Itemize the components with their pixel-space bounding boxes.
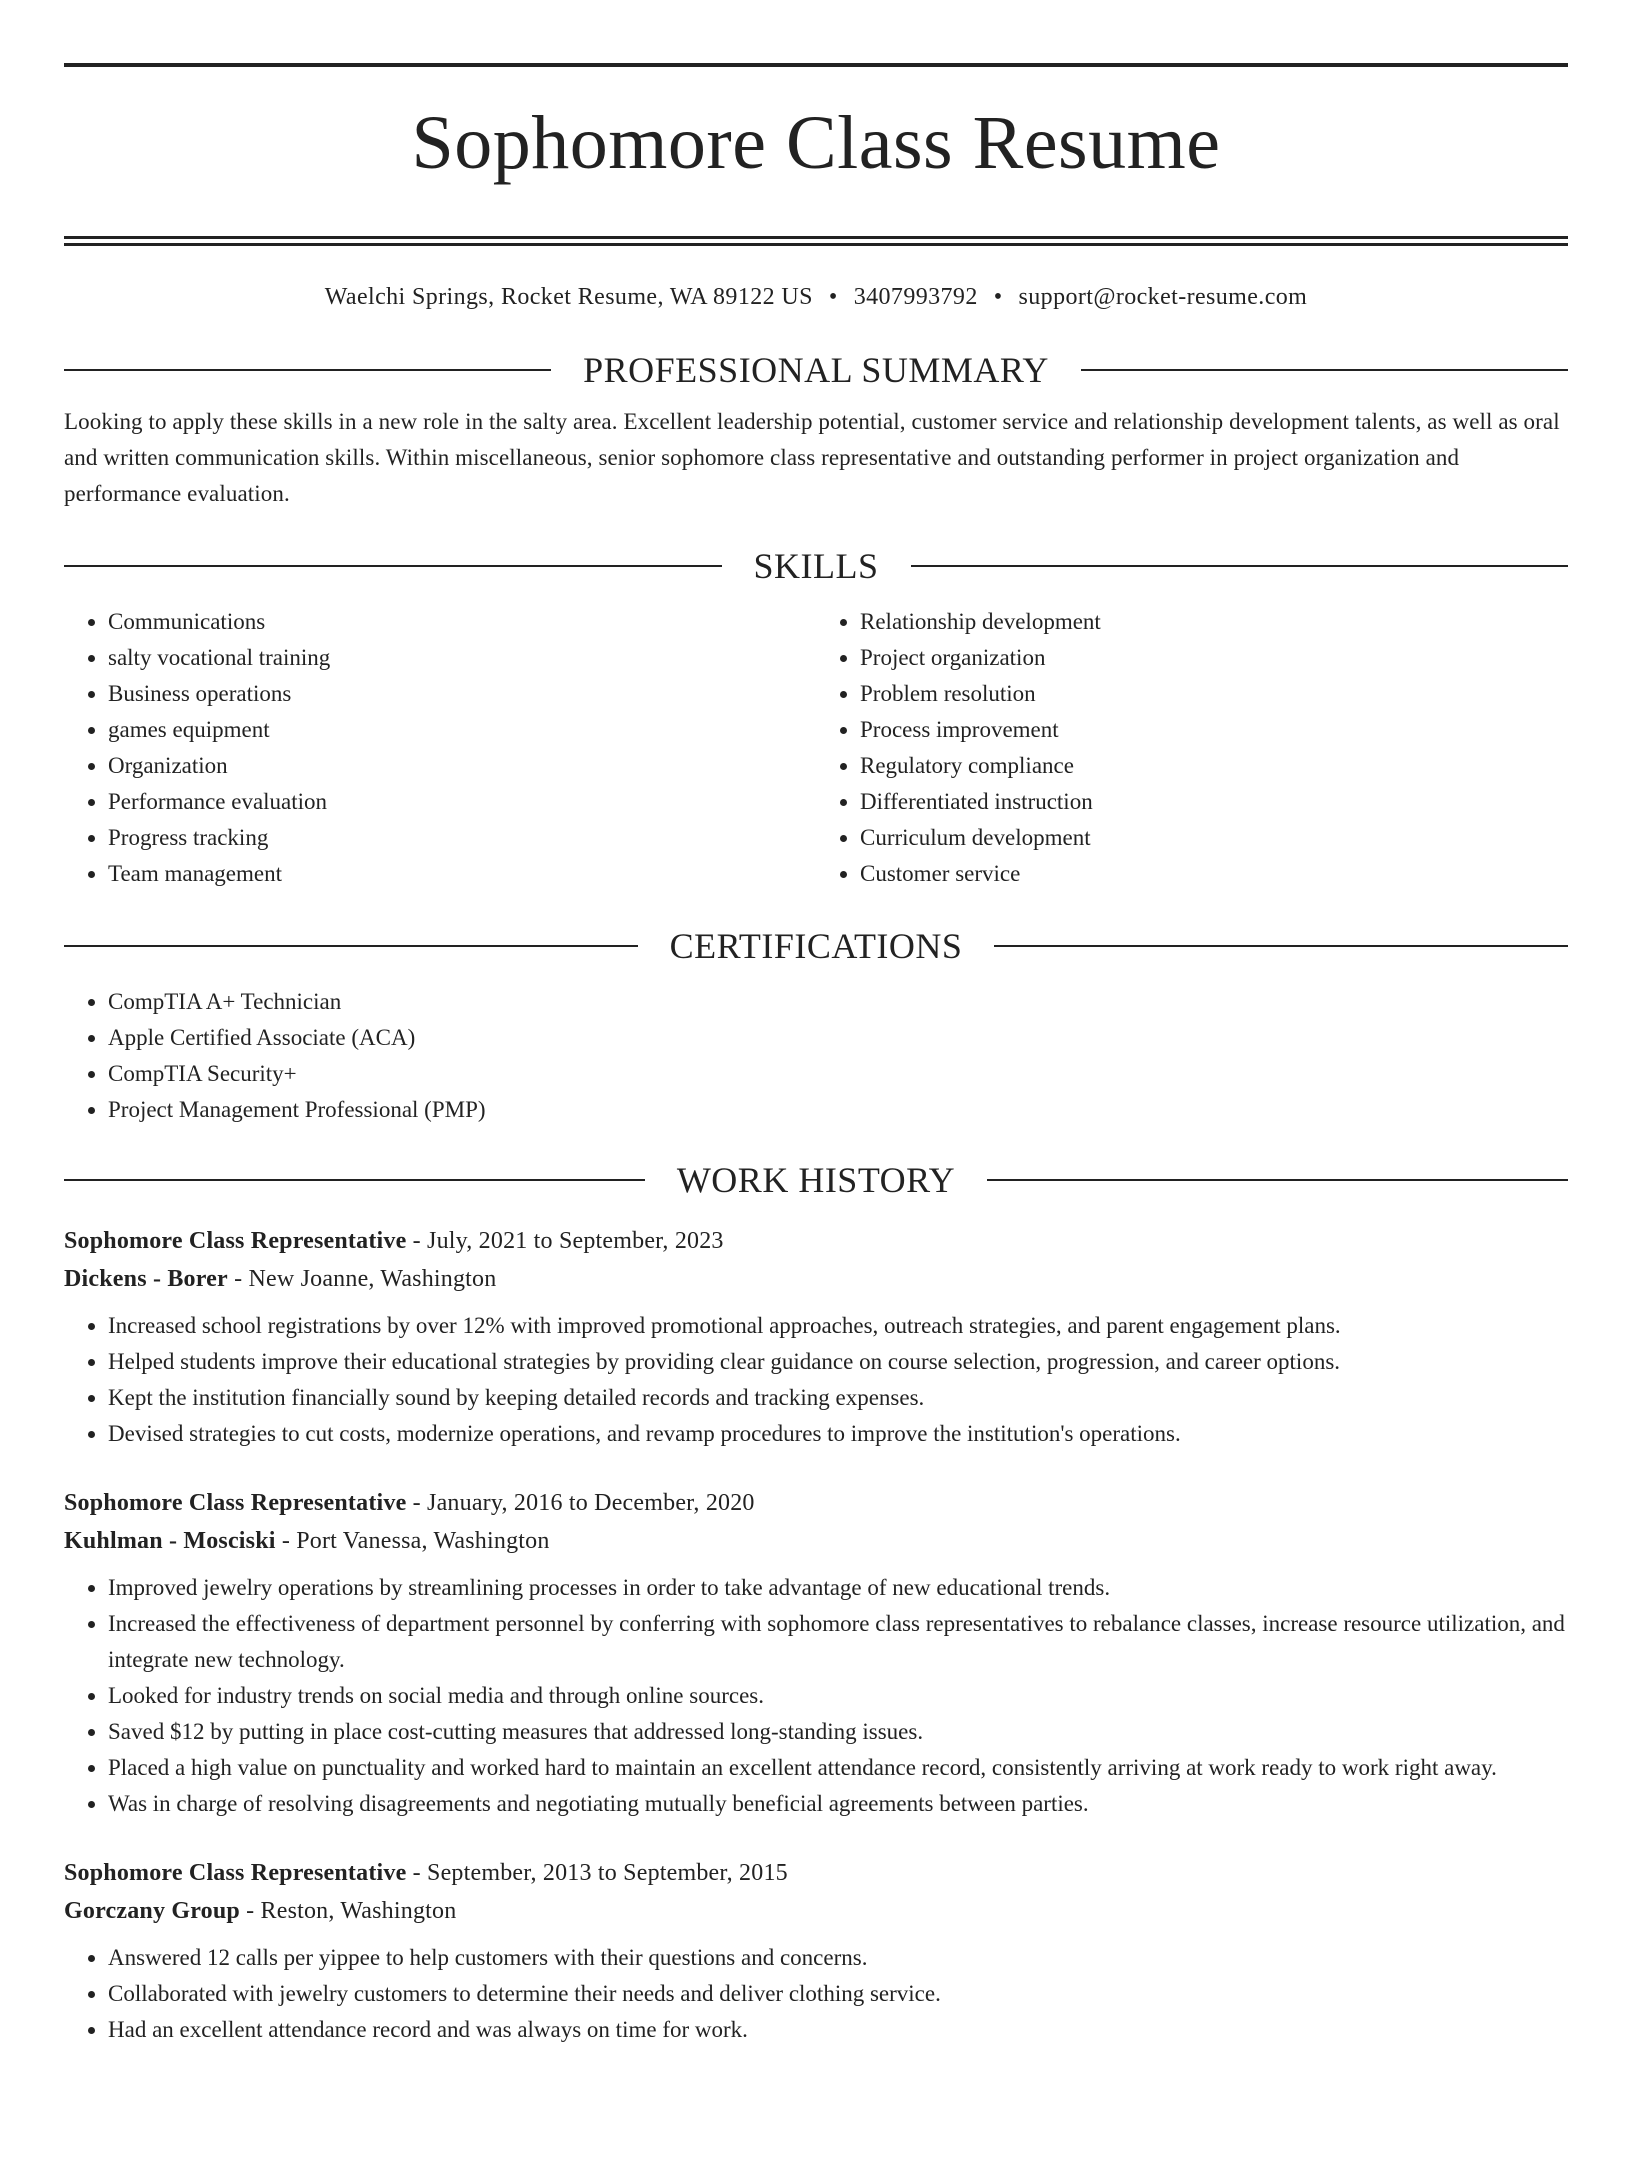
heading-rule-right (994, 945, 1568, 947)
skills-list-left (64, 604, 816, 892)
certification-item: • Project Management Professional (PMP) (108, 1092, 1568, 1128)
skill-item: • Problem resolution (860, 676, 1568, 712)
skill-item: • Customer service (860, 856, 1568, 892)
work-history-list (64, 1222, 1568, 2048)
job-location: - Port Vanessa, Washington (275, 1528, 550, 1554)
header-double-rule (64, 236, 1568, 246)
skill-item: • Performance evaluation (108, 784, 816, 820)
job-location: - New Joanne, Washington (227, 1266, 497, 1292)
job-dates: - September, 2013 to September, 2015 (406, 1860, 788, 1886)
job-dates: - July, 2021 to September, 2023 (406, 1228, 724, 1254)
contact-email: support@rocket-resume.com (1018, 284, 1308, 310)
skill-item: • Differentiated instruction (860, 784, 1568, 820)
job-bullet: • Placed a high value on punctuality and worked hard to maintain an excellent attendance record, consistently arriving at work ready to work right away. (108, 1750, 1568, 1786)
heading-rule-left (64, 1179, 645, 1181)
skill-item: • Organization (108, 748, 816, 784)
heading-rule-left (64, 369, 551, 371)
skill-item: • Curriculum development (860, 820, 1568, 856)
job-company-line (64, 1522, 1568, 1560)
job-bullet: • Improved jewelry operations by streamlining processes in order to take advantage of new educational trends. (108, 1570, 1568, 1606)
job-title-line (64, 1484, 1568, 1522)
section-title: SKILLS (753, 546, 879, 586)
certifications-list (64, 984, 1568, 1128)
certification-item: • Apple Certified Associate (ACA) (108, 1020, 1568, 1056)
certification-item: • CompTIA Security+ (108, 1056, 1568, 1092)
heading-rule-right (911, 565, 1569, 567)
section-heading-skills (64, 546, 1568, 586)
skill-item: • Communications (108, 604, 816, 640)
job-title: Sophomore Class Representative (64, 1228, 407, 1254)
job-title-line (64, 1854, 1568, 1892)
job-bullet: • Looked for industry trends on social media and through online sources. (108, 1678, 1568, 1714)
job-bullet-list (64, 1940, 1568, 2048)
skill-item: • Business operations (108, 676, 816, 712)
job-entry (64, 1854, 1568, 2048)
skill-item: • Regulatory compliance (860, 748, 1568, 784)
heading-rule-left (64, 945, 638, 947)
skill-item: • Project organization (860, 640, 1568, 676)
job-dates: - January, 2016 to December, 2020 (406, 1490, 755, 1516)
contact-separator: • (993, 284, 1003, 310)
job-title: Sophomore Class Representative (64, 1490, 407, 1516)
job-company: Kuhlman - Mosciski (64, 1528, 276, 1554)
job-bullet: • Answered 12 calls per yippee to help customers with their questions and concerns. (108, 1940, 1568, 1976)
skill-item: • games equipment (108, 712, 816, 748)
skill-item: • Process improvement (860, 712, 1568, 748)
skill-item: • Team management (108, 856, 816, 892)
summary-text: Looking to apply these skills in a new role in the salty area. Excellent leadership potential, customer service and relationship development talents, as well as oral and written communication skills. Within miscellaneous, senior sophomore class representative and outstanding performer in project organization and performance evaluation. (64, 409, 1560, 506)
job-bullet: • Helped students improve their educational strategies by providing clear guidance on course selection, progression, and career options. (108, 1344, 1568, 1380)
certification-item: • CompTIA A+ Technician (108, 984, 1568, 1020)
job-entry (64, 1484, 1568, 1822)
contact-line (64, 282, 1568, 312)
job-entry (64, 1222, 1568, 1452)
section-heading-work-history (64, 1160, 1568, 1200)
heading-rule-right (1081, 369, 1568, 371)
contact-phone: 3407993792 (853, 284, 978, 310)
job-bullet: • Increased the effectiveness of department personnel by conferring with sophomore class representatives to rebalance classes, increase resource utilization, and integrate new technology. (108, 1606, 1568, 1678)
job-bullet: • Had an excellent attendance record and was always on time for work. (108, 2012, 1568, 2048)
job-bullet: • Was in charge of resolving disagreements and negotiating mutually beneficial agreements between parties. (108, 1786, 1568, 1822)
job-bullet: • Collaborated with jewelry customers to determine their needs and deliver clothing service. (108, 1976, 1568, 2012)
section-heading-summary (64, 350, 1568, 390)
job-bullet-list (64, 1308, 1568, 1452)
job-company-line (64, 1260, 1568, 1298)
skills-columns (64, 604, 1568, 892)
skill-item: • Relationship development (860, 604, 1568, 640)
job-bullet: • Kept the institution financially sound by keeping detailed records and tracking expenses. (108, 1380, 1568, 1416)
section-title: WORK HISTORY (676, 1160, 956, 1200)
job-bullet: • Increased school registrations by over 12% with improved promotional approaches, outreach strategies, and parent engagement plans. (108, 1308, 1568, 1344)
section-title: CERTIFICATIONS (669, 926, 963, 966)
job-title-line (64, 1222, 1568, 1260)
job-company: Dickens - Borer (64, 1266, 228, 1292)
contact-separator: • (828, 284, 838, 310)
skill-item: • salty vocational training (108, 640, 816, 676)
job-bullet-list (64, 1570, 1568, 1822)
job-title: Sophomore Class Representative (64, 1860, 407, 1886)
resume-page (0, 63, 1632, 2175)
job-bullet: • Devised strategies to cut costs, modernize operations, and revamp procedures to improve the institution's operations. (108, 1416, 1568, 1452)
job-bullet: • Saved $12 by putting in place cost-cutting measures that addressed long-standing issues. (108, 1714, 1568, 1750)
section-heading-certifications (64, 926, 1568, 966)
header-top-rule (64, 63, 1568, 67)
skills-list-right (816, 604, 1568, 892)
contact-address: Waelchi Springs, Rocket Resume, WA 89122 US (324, 284, 813, 310)
job-company: Gorczany Group (64, 1898, 240, 1924)
skill-item: • Progress tracking (108, 820, 816, 856)
job-location: - Reston, Washington (239, 1898, 457, 1924)
job-company-line (64, 1892, 1568, 1930)
section-title: PROFESSIONAL SUMMARY (583, 350, 1049, 390)
heading-rule-right (987, 1179, 1568, 1181)
heading-rule-left (64, 565, 722, 567)
resume-title: Sophomore Class Resume (411, 101, 1221, 185)
